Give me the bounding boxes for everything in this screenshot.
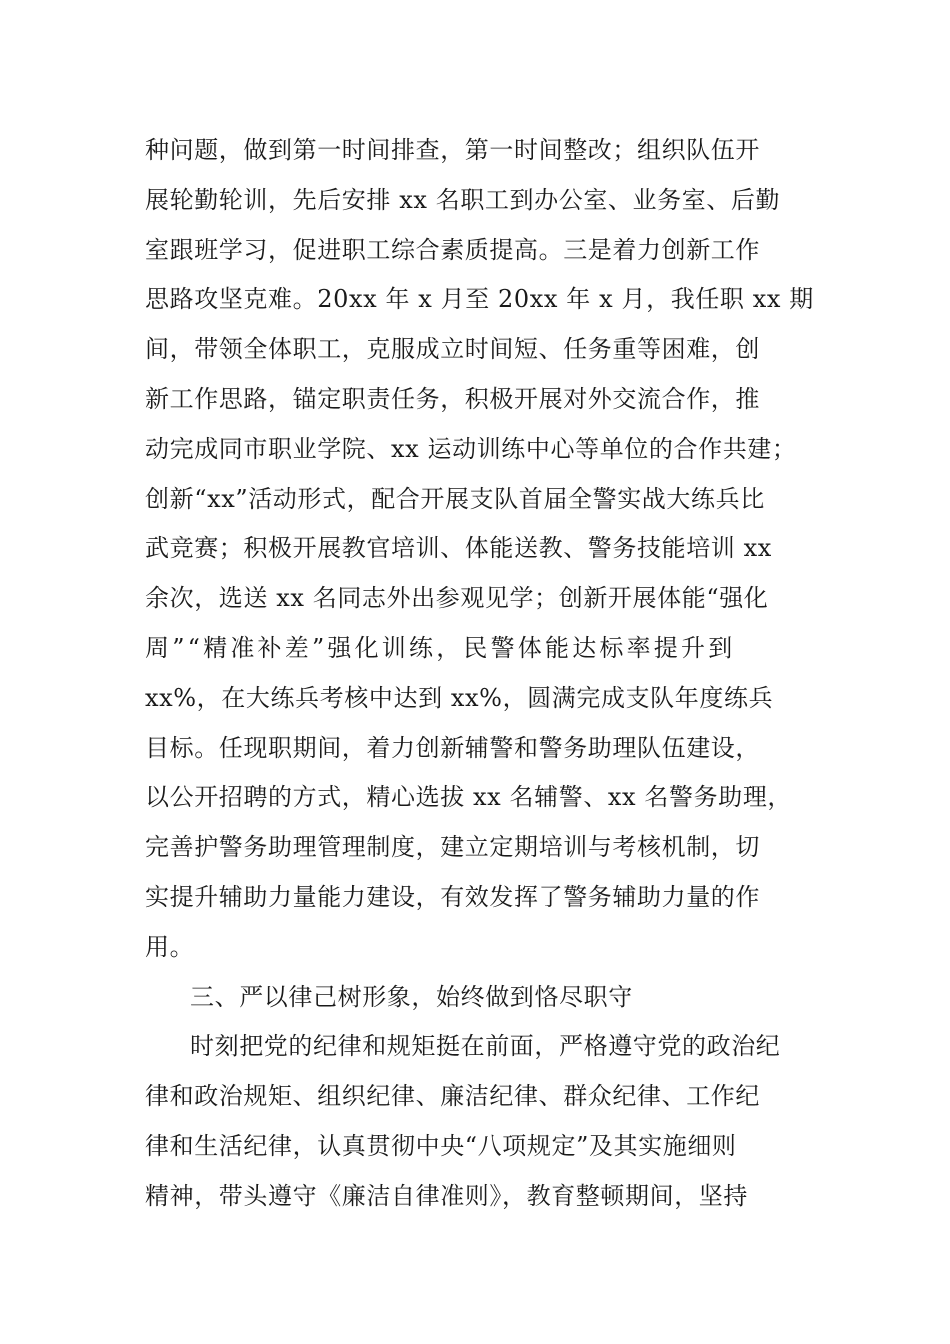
text-line: 完善护警务助理管理制度，建立定期培训与考核机制，切 bbox=[145, 833, 760, 862]
text-line: 用。 bbox=[145, 932, 195, 961]
text-line: 余次，选送 xx 名同志外出参观见学；创新开展体能“强化 bbox=[145, 584, 769, 613]
text-line: 间，带领全体职工，克服成立时间短、任务重等困难，创 bbox=[145, 335, 760, 364]
text-line: 实提升辅助力量能力建设，有效发挥了警务辅助力量的作 bbox=[145, 882, 760, 911]
text-line: 创新“xx”活动形式，配合开展支队首届全警实战大练兵比 bbox=[145, 484, 765, 513]
text-line: 室跟班学习，促进职工综合素质提高。三是着力创新工作 bbox=[145, 235, 760, 264]
text-line: 律和生活纪律，认真贯彻中央“八项规定”及其实施细则 bbox=[145, 1131, 737, 1160]
document-body bbox=[145, 126, 825, 1222]
text-line: 精神，带头遵守《廉洁自律准则》，教育整顿期间，坚持 bbox=[145, 1181, 748, 1210]
text-line: 动完成同市职业学院、xx 运动训练中心等单位的合作共建； bbox=[145, 434, 797, 463]
text-line: 律和政治规矩、组织纪律、廉洁纪律、群众纪律、工作纪 bbox=[145, 1082, 760, 1111]
text-line: xx%，在大练兵考核中达到 xx%，圆满完成支队年度练兵 bbox=[145, 683, 774, 712]
text-line: 目标。任现职期间，着力创新辅警和警务助理队伍建设， bbox=[145, 733, 760, 762]
text-line: 种问题，做到第一时间排查，第一时间整改；组织队伍开 bbox=[145, 136, 760, 164]
text-line: 时刻把党的纪律和规矩挺在前面，严格遵守党的政治纪 bbox=[190, 1032, 781, 1061]
text-line: 以公开招聘的方式，精心选拔 xx 名辅警、xx 名警务助理， bbox=[145, 783, 793, 812]
text-line: 武竞赛；积极开展教官培训、体能送教、警务技能培训 xx bbox=[145, 534, 772, 563]
text-line: 思路攻坚克难。20xx 年 x 月至 20xx 年 x 月，我任职 xx 期 bbox=[145, 285, 814, 314]
section-heading: 三、严以律己树形象，始终做到恪尽职守 bbox=[190, 982, 633, 1011]
text-line: 新工作思路，锚定职责任务，积极开展对外交流合作，推 bbox=[145, 384, 760, 413]
text-line: 周”“精准补差”强化训练，民警体能达标率提升到 bbox=[145, 633, 736, 662]
text-line: 展轮勤轮训，先后安排 xx 名职工到办公室、业务室、后勤 bbox=[145, 185, 781, 214]
